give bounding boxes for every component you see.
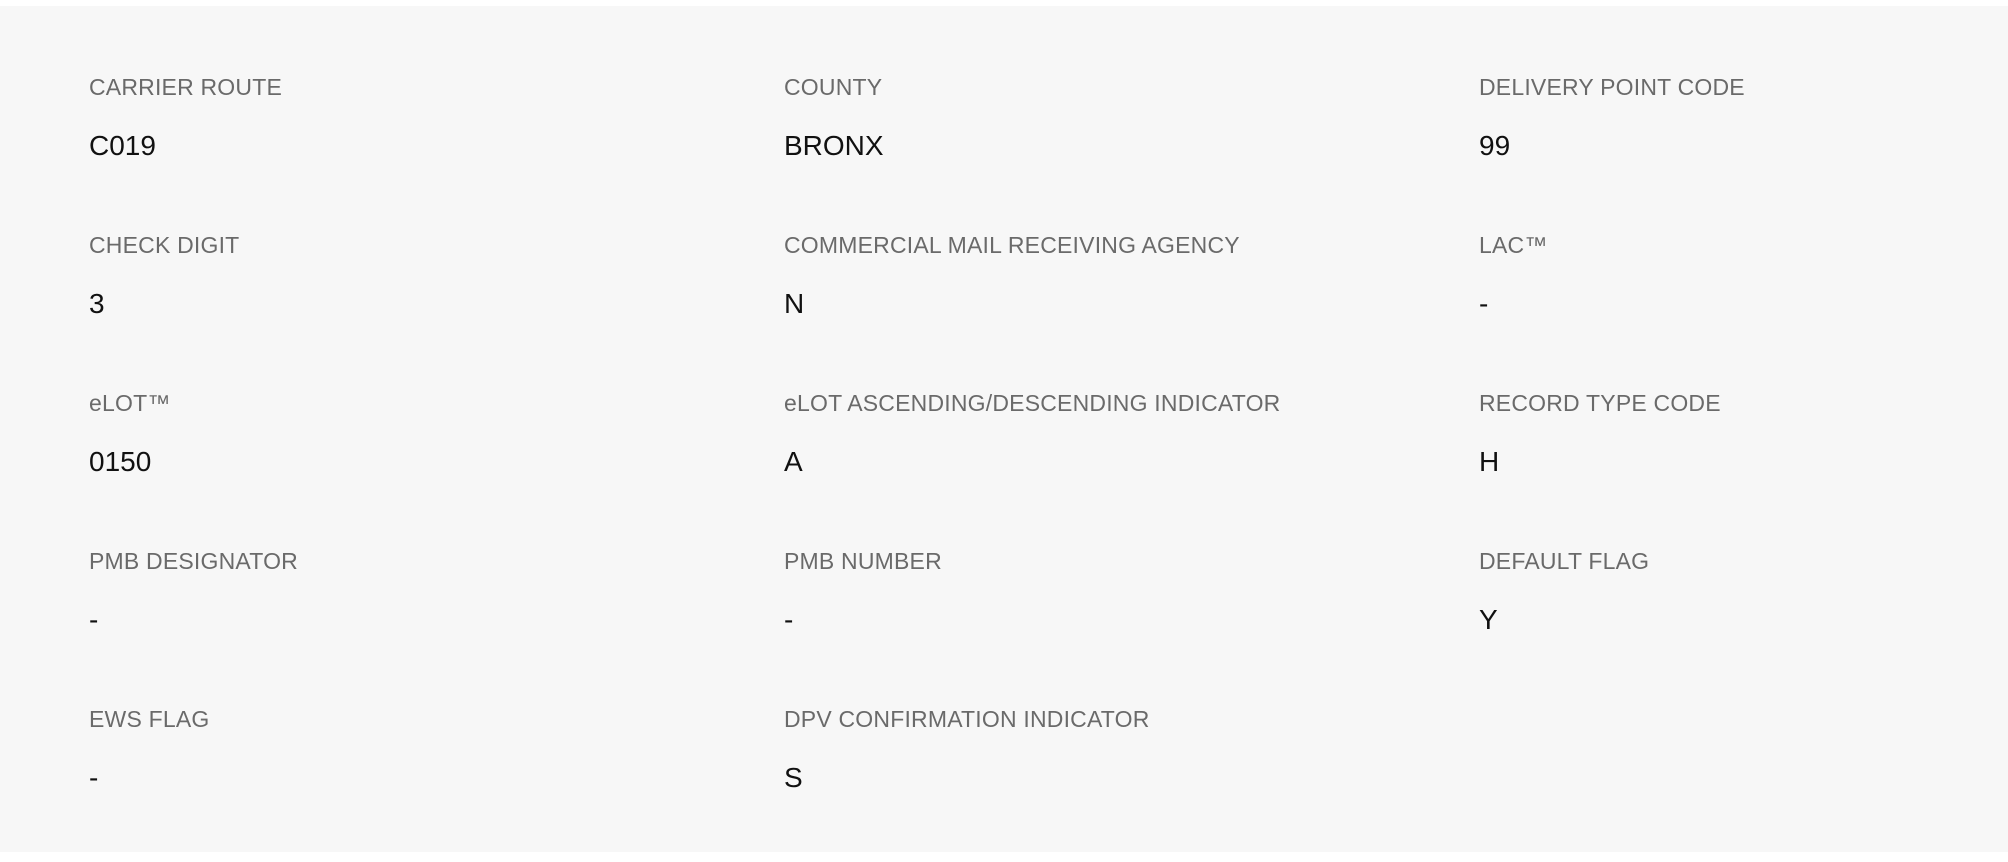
field-value: 3 [89, 288, 105, 319]
field-label: DELIVERY POINT CODE [1479, 74, 1745, 100]
field-value: - [784, 604, 794, 635]
field-label: DEFAULT FLAG [1479, 548, 1650, 574]
field-value: 99 [1479, 130, 1511, 161]
field-value: H [1479, 446, 1500, 477]
field-value: - [89, 762, 99, 793]
field-label: CHECK DIGIT [89, 232, 240, 258]
field-county [784, 72, 1479, 230]
field-label: PMB NUMBER [784, 548, 942, 574]
field-ews-flag [89, 704, 784, 862]
field-label: COMMERCIAL MAIL RECEIVING AGENCY [784, 232, 1240, 258]
field-lac [1479, 230, 2008, 388]
field-value: - [89, 604, 99, 635]
field-label: PMB DESIGNATOR [89, 548, 298, 574]
field-dpv-confirmation [784, 704, 1479, 862]
field-elot-indicator [784, 388, 1479, 546]
field-elot [89, 388, 784, 546]
field-label: eLOT™ [89, 390, 171, 416]
field-value: 0150 [89, 446, 152, 477]
field-value: S [784, 762, 803, 793]
field-value: Y [1479, 604, 1498, 635]
field-carrier-route [89, 72, 784, 230]
field-value: N [784, 288, 805, 319]
field-value: C019 [89, 130, 156, 161]
field-label: RECORD TYPE CODE [1479, 390, 1721, 416]
field-label: LAC™ [1479, 232, 1548, 258]
field-record-type-code [1479, 388, 2008, 546]
field-default-flag [1479, 546, 2008, 704]
field-check-digit [89, 230, 784, 388]
address-details-grid [89, 72, 2008, 862]
field-label: EWS FLAG [89, 706, 210, 732]
field-pmb-number [784, 546, 1479, 704]
field-cmra [784, 230, 1479, 388]
field-value: A [784, 446, 803, 477]
field-label: DPV CONFIRMATION INDICATOR [784, 706, 1150, 732]
field-delivery-point-code [1479, 72, 2008, 230]
field-label: COUNTY [784, 74, 883, 100]
field-value: BRONX [784, 130, 884, 161]
field-label: eLOT ASCENDING/DESCENDING INDICATOR [784, 390, 1281, 416]
field-pmb-designator [89, 546, 784, 704]
address-details-panel [0, 6, 2008, 852]
field-value: - [1479, 288, 1489, 319]
field-label: CARRIER ROUTE [89, 74, 283, 100]
